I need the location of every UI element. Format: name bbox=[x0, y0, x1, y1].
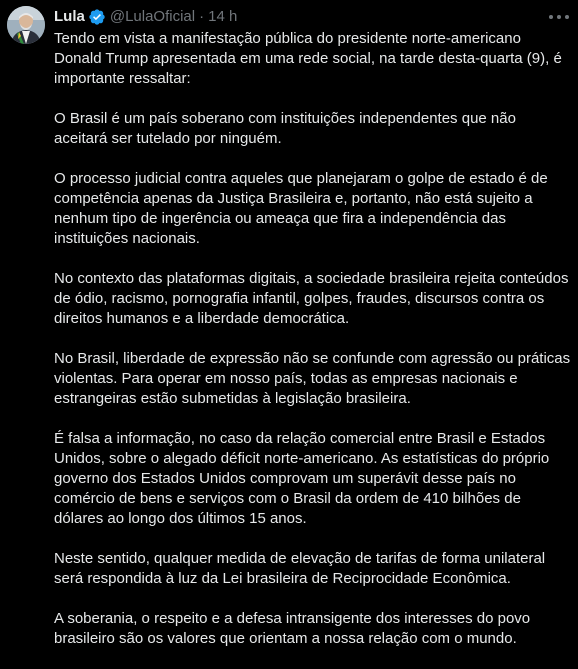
tweet-text bbox=[54, 29, 572, 669]
author-name[interactable]: Lula bbox=[54, 8, 85, 25]
paragraph: No Brasil, liberdade de expressão não se confunde com agressão ou práticas violentas. Para operar em nosso país, todas as empresas nacionais e estrangeiras estão submetidas à legislação brasileira. bbox=[54, 350, 571, 407]
separator-dot: · bbox=[199, 8, 205, 25]
profile-photo-icon bbox=[7, 6, 45, 44]
author-handle[interactable]: @LulaOficial bbox=[109, 8, 196, 25]
paragraph: Neste sentido, qualquer medida de elevação de tarifas de forma unilateral será respondida à luz da Lei brasileira de Reciprocidade Econômica. bbox=[54, 550, 546, 587]
paragraph: O processo judicial contra aqueles que planejaram o golpe de estado é de competência apenas da Justiça Brasileira e, portanto, não está sujeito a nenhum tipo de ingerência ou ameaça que fira a independência das instituições nacionais. bbox=[54, 170, 548, 247]
verified-badge-icon bbox=[88, 8, 106, 26]
paragraph: O Brasil é um país soberano com instituições independentes que não aceitará ser tutelado por ninguém. bbox=[54, 110, 516, 147]
avatar[interactable] bbox=[7, 6, 45, 44]
paragraph: No contexto das plataformas digitais, a sociedade brasileira rejeita conteúdos de ódio, racismo, pornografia infantil, golpes, fraudes, discursos contra os direitos humanos e a liberdade democrática. bbox=[54, 270, 569, 327]
more-dot bbox=[565, 15, 569, 19]
paragraph: Tendo em vista a manifestação pública do presidente norte-americano Donald Trump apresentada em uma rede social, na tarde desta-quarta (9), é importante ressaltar: bbox=[54, 30, 562, 87]
more-dot bbox=[557, 15, 561, 19]
paragraph: A soberania, o respeito e a defesa intransigente dos interesses do povo brasileiro são os valores que orientam a nossa relação com o mundo. bbox=[54, 610, 531, 647]
tweet-header bbox=[54, 7, 237, 27]
more-options-icon[interactable] bbox=[548, 8, 570, 26]
paragraph: É falsa a informação, no caso da relação comercial entre Brasil e Estados Unidos, sobre o alegado déficit norte-americano. As estatísticas do próprio governo dos Estados Unidos comprovam um superávit desse país no comércio de bens e serviços com o Brasil da ordem de 410 bilhões de dólares ao longo dos últimos 15 anos. bbox=[54, 430, 550, 527]
timestamp[interactable]: 14 h bbox=[208, 8, 238, 25]
more-dot bbox=[549, 15, 553, 19]
